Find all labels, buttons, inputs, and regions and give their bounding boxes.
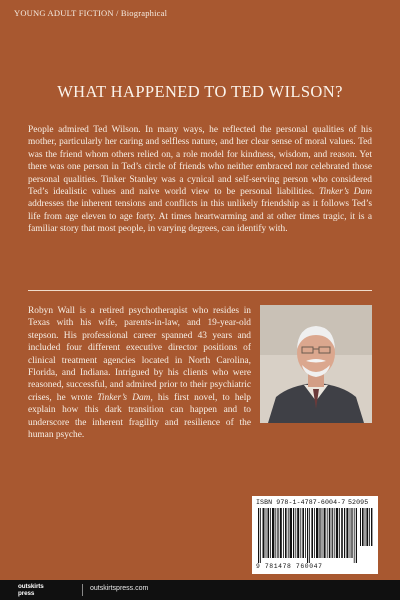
footer-divider [82, 584, 83, 596]
cover-headline: WHAT HAPPENED TO TED WILSON? [57, 82, 343, 101]
book-blurb [28, 124, 372, 236]
publisher-url: outskirtspress.com [90, 585, 149, 592]
barcode-icon [256, 508, 374, 563]
publisher-footer [0, 580, 400, 600]
section-divider [28, 290, 372, 291]
publisher-logo [18, 583, 70, 597]
barcode-number: 9 781478 760047 [256, 563, 323, 570]
logo-line-1: outskirts [18, 583, 44, 590]
bio-text-1: Robyn Wall is a retired psychotherapist who resides in Texas with his wife, parents-in-law, and 19-year-old stepson. His professional career spanned 43 years and included four different executive director positions of clinical treatment agencies located in North Carolina, Florida, and Indiana. Intrigued by his clients who were reasoned, successful, and admired prior to their psychiatric crises, he wrote [28, 306, 251, 403]
blurb-text-1: People admired Ted Wilson. In many ways, he reflected the personal qualities of his mother, particularly her caring and selfless nature, and her clear sense of moral values. Ted was the friend whom others relied on, a role model for kindness, wisdom, and reason. Yet there was one person in Ted’s circle of friends who neither embraced nor celebrated those personal qualities. Tinker Stanley was a cynical and self-serving person who considered Ted’s idealistic values and naive world view to be personal liabilities. [28, 125, 372, 198]
isbn-barcode [252, 496, 378, 574]
bio-book-title: Tinker’s Dam [97, 392, 151, 403]
logo-line-2: press [18, 590, 35, 597]
genre-label: YOUNG ADULT FICTION / Biographical [14, 8, 168, 18]
bio-text-2: , his first novel, to help explain how this dark transition can happen and to underscore the inherent fragility and resilience of the human psyche. [28, 392, 251, 441]
author-bio [28, 305, 372, 441]
author-photo [260, 305, 372, 423]
blurb-text-2: addresses the inherent tensions and conflicts in this unlikely friendship as it follows Ted’s life from age eleven to age forty. At times heartwarming and at other times tragic, it is a familiar story that most people, in varying degrees, can identify with. [28, 199, 372, 235]
price-code: 52095 [348, 499, 369, 506]
author-portrait-icon [260, 305, 372, 423]
blurb-book-title: Tinker’s Dam [318, 187, 372, 198]
isbn-label: ISBN 978-1-4787-6004-7 [256, 499, 346, 506]
